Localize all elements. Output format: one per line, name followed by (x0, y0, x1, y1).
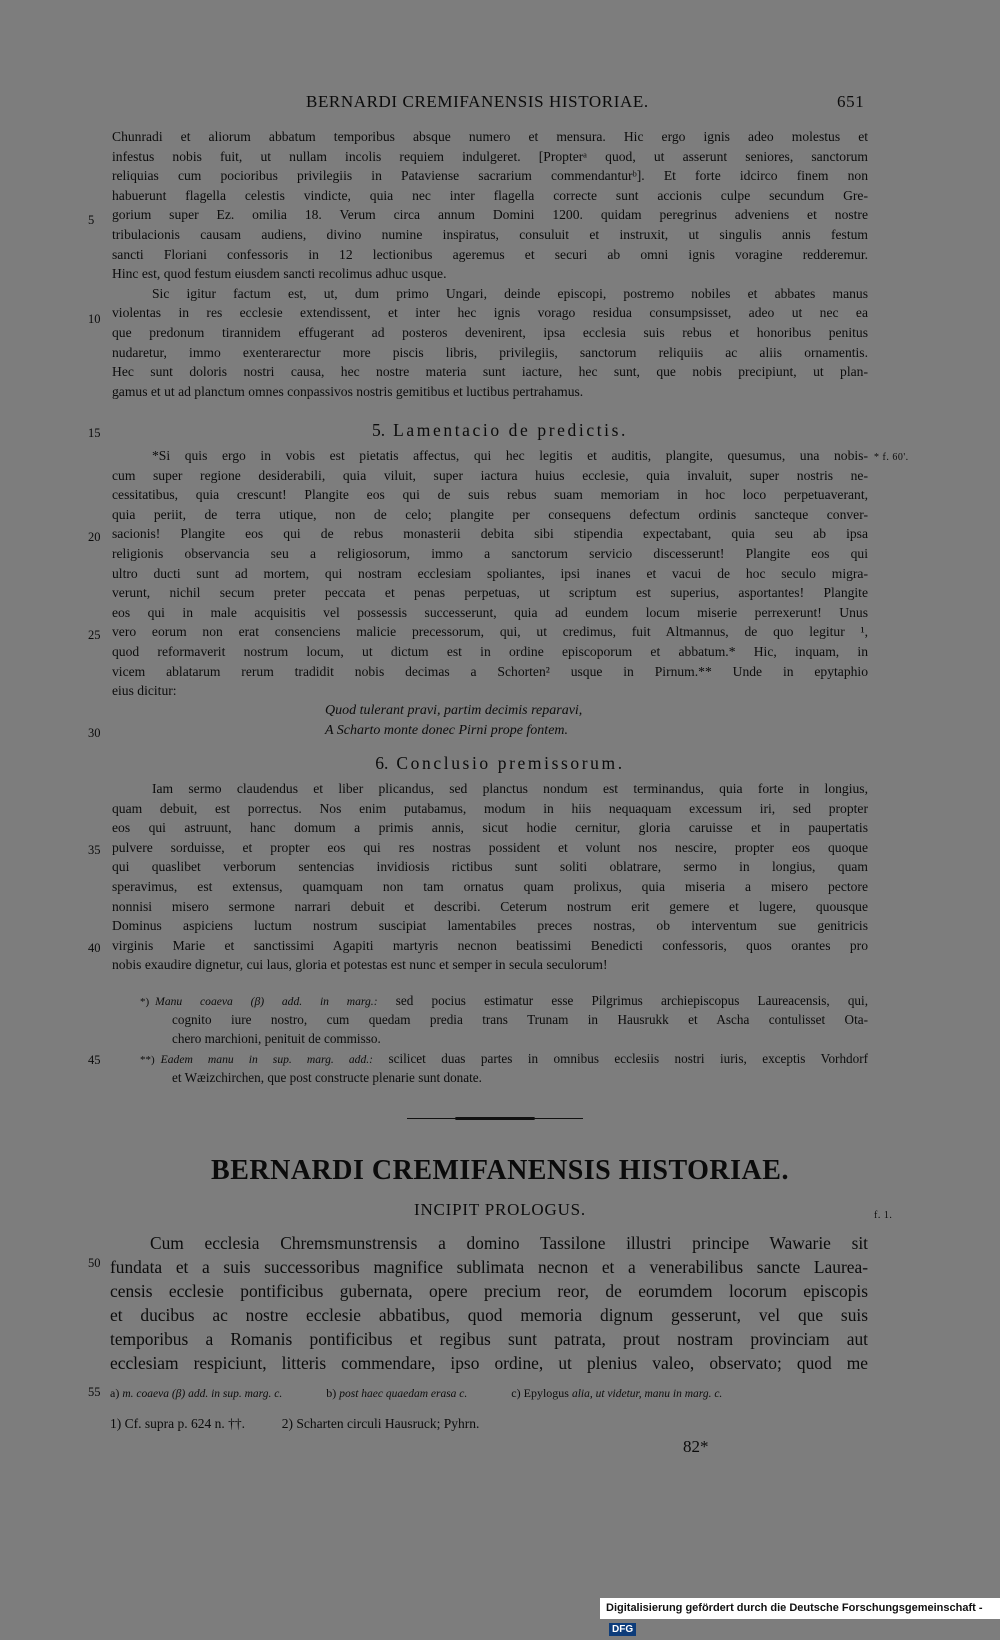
section-divider (407, 1117, 583, 1120)
section-title: Lamentacio de predictis. (393, 420, 629, 440)
text-line: verunt, nichil secum preter peccata et penas perpetuas, ut scriptum est superius, asportantes! Plangite (112, 585, 868, 601)
line-number: 35 (88, 843, 101, 857)
text-line: habuerunt flagella celestis vindicte, quia nec inter flagella correcte sunt accionis culpe secundum Gre- (112, 187, 868, 203)
line-number: 5 (88, 213, 95, 227)
editorial-notes (110, 1414, 868, 1434)
line-number: 25 (88, 628, 101, 642)
text-line: cum super regione desiderabili, quia viluit, super iactura huius ecclesie, quia invaluit, super nostris ne- (112, 467, 868, 483)
footnote-text: et Wæizchirchen, que post constructe plenarie sunt donate. (172, 1070, 482, 1085)
epitaph-verse (325, 701, 582, 740)
footnote-text: cognito iure nostro, cum quedam predia trans Trunam in Hausrukk et Ascha contulisset Ota- (172, 1012, 868, 1027)
text-line: nudaretur, immo exenterarectur more piscis libris, privilegiis, sanctorum reliquiis ac aliis ornamentis. (112, 344, 868, 360)
text-line: nonnisi misero sermone narrari debuit et describi. Ceterum nostrum erit gemere et lugere, quousque (112, 898, 868, 914)
text-line: Hinc est, quod festum eiusdem sancti recolimus adhuc usque. (112, 266, 447, 282)
digitization-footer (600, 1598, 1000, 1635)
text-line: eos qui astruunt, hanc domum a primis annis, sicut hodie cernitur, gloria caruisse et in paupertatis (112, 820, 868, 836)
text-line: que predonum tirannidem effugerant ad posteros devenirent, ipsa ecclesia suis rebus et honoribus penitus (112, 324, 868, 340)
apparatus-text: post haec quaedam erasa c. (339, 1388, 468, 1400)
margin-folio-note: * f. 60'. (874, 452, 909, 463)
section-title: Conclusio premissorum. (396, 753, 625, 773)
text-line: temporibus a Romanis pontificibus et regibus sunt patrata, prout nostram provinciam aut (110, 1329, 868, 1349)
text-line: vicem ablatarum rerum tradidit nobis decimas a Schorten² usque in Pirnum.** Unde in epytaphio (112, 663, 868, 679)
text-line: ecclesiam respiciunt, litteris commendare, ipso ordine, ut plenius valeo, observato; quod me (110, 1353, 868, 1373)
line-number: 20 (88, 530, 101, 544)
text-line: Chunradi et aliorum abbatum temporibus absque numero et mensura. Hic ergo ignis adeo molestus et (112, 129, 868, 144)
footnote-source: Eadem manu in sup. marg. add.: (160, 1053, 374, 1066)
running-head (0, 92, 1000, 116)
apparatus-text: alia, ut videtur, manu in marg. c. (571, 1388, 723, 1400)
footnote-mark: *) (140, 996, 150, 1008)
line-number: 30 (88, 726, 101, 740)
text-line: qui quaslibet verborum sentencias invidiosis rictibus sunt soliti oblatrare, sermo in longius, quam (112, 859, 868, 875)
signature-mark: 82* (683, 1437, 709, 1456)
text-line: violentas in res ecclesie extendissent, et inter hec ignis vorago residua consumpsisset, adeo ut nec ea (112, 305, 868, 321)
text-line: tribulacionis causam audiens, divino numine inspiratus, consuluit et instruxit, ut singulis annis festum (112, 226, 868, 242)
text-line: reliquias cum pocioribus privilegiis in Pataviense sacrarium commendanturᵇ]. Et forte idcirco finem non (112, 168, 868, 184)
text-line: gorium super Ez. omilia 18. Verum circa annum Domini 1200. quidam peregrinus adveniens et nostre (112, 207, 868, 223)
text-line: sacionis! Plangite eos qui de rebus monasterii debita sibi stipendia expectabant, quia seu ab ipsa (112, 526, 868, 542)
apparatus-lemma: Epylogus (523, 1386, 569, 1400)
verse-line: A Scharto monte donec Pirni prope fontem. (325, 722, 569, 738)
text-line: eos qui in male acquisitis vel possessis successerunt, quia ad eundem locum miserie perrexerunt! Unus (112, 604, 868, 620)
text-line: Hec sunt doloris nostri causa, hec nostre materia sunt iacture, hec sunt, que nobis precipiunt, ut plan- (112, 364, 868, 380)
text-line: religionis observancia seu a religiosorum, immo a sanctorum servicio discesserunt! Plangite eos qui (112, 545, 868, 561)
text-line: pulvere sorduisse, et propter eos qui res nostras possident et volunt nos nescire, propter eos quoque (112, 839, 868, 855)
text-line: Iam sermo claudendus et liber plicandus, sed planctus nondum est terminandus, quia forte in longius, (152, 781, 868, 796)
text-line: speravimus, est extensus, quamquam non tam ornatus quam prolixus, quia miseria a misero pectore (112, 878, 868, 894)
footnote-mark: **) (140, 1054, 155, 1066)
apparatus-label: c) (511, 1386, 521, 1400)
footnote-star (140, 991, 868, 1048)
text-line: sancti Floriani confessoris in 12 lectionibus ageremus et securi ab omni ignis voragine redderemur. (112, 246, 868, 262)
apparatus-label: a) (110, 1386, 120, 1400)
text-line: eius dicitur: (112, 683, 177, 699)
text-line: nobis exaudire dignetur, cui laus, gloria et potestas est nunc et semper in secula seculorum! (112, 957, 608, 973)
text-line: quam debuit, est porrectus. Nos enim putabamus, modum in hiis nequaquam excessum iri, sed propter (112, 800, 868, 816)
text-block-1 (112, 127, 868, 401)
running-head-title: BERNARDI CREMIFANENSIS HISTORIAE. (306, 92, 649, 111)
footnote-source: Manu coaeva (β) add. in marg.: (155, 995, 378, 1008)
dfg-logo: DFG (609, 1623, 636, 1636)
text-line: gamus et ut ad planctum omnes conpassivos nostris gemitibus et luctibus pertrahamus. (112, 383, 584, 399)
text-line: fundata et a suis successoribus magnifice sublimata necnon et a venerabilibus sancte Laurea- (110, 1257, 868, 1277)
line-number: 40 (88, 941, 101, 955)
work-title: BERNARDI CREMIFANENSIS HISTORIAE. (211, 1155, 789, 1186)
text-line: quod reformaverit nostrum locum, ut dictum est in ordine episcoporum et abbatum.* Hic, inquam, in (112, 643, 868, 659)
footnote-text: sed pocius estimatur esse Pilgrimus archiepiscopus Laureacensis, qui, (395, 993, 868, 1008)
text-line: infestus nobis fuit, ut nullam incolis requiem indulgeret. [Propterᵃ quod, ut asserunt seniores, sanctorum (112, 148, 868, 164)
note-1: 1) Cf. supra p. 624 n. ††. (110, 1416, 245, 1431)
line-number: 15 (88, 426, 101, 440)
section-heading-6 (0, 753, 1000, 774)
footnote-text: chero marchioni, penituit de commisso. (172, 1031, 381, 1046)
section-heading-5 (0, 420, 1000, 441)
text-line: et ducibus ac nostre ecclesie abbatibus, quod memoria dignum gesserunt, vel que suis (110, 1305, 868, 1325)
note-2: 2) Scharten circuli Hausruck; Pyhrn. (281, 1416, 480, 1431)
text-line: cessitatibus, quia crescunt! Plangite eos qui de suis rebus suam memoriam in hoc loco perpetuaverant, (112, 487, 868, 503)
text-line: Sic igitur factum est, ut, dum primo Ungari, deinde episcopi, postremo nobiles et abbates manus (152, 285, 868, 301)
critical-apparatus (110, 1383, 868, 1403)
footnote-text: scilicet duas partes in omnibus ecclesiis nostri iuris, exceptis Vorhdorf (388, 1051, 869, 1066)
page-number: 651 (837, 92, 865, 111)
text-line: *Si quis ergo in vobis est pietatis affectus, qui hec legitis et auditis, plangite, quesumus, una nobis- (152, 448, 868, 463)
section-number: 6. (375, 753, 389, 773)
line-number: 50 (88, 1256, 101, 1270)
verse-line: Quod tulerant pravi, partim decimis reparavi, (325, 703, 583, 718)
footnote-double-star (140, 1049, 868, 1087)
line-number: 45 (88, 1053, 101, 1067)
line-number: 10 (88, 312, 101, 326)
text-line: Cum ecclesia Chremsmunstrensis a domino Tassilone illustri principe Wawarie sit (150, 1233, 868, 1253)
text-line: ultro ducti sunt ad mortem, qui nostram ecclesiam spoliantes, ipsi inanes et vacui de hoc seculo migra- (112, 565, 868, 581)
text-line: vero eorum non erat consenciens malicie precessorum, qui, ut credimus, fuit Altmannus, de quo legitur ¹, (112, 624, 868, 640)
prologue-title: INCIPIT PROLOGUS. (414, 1200, 586, 1219)
prologue-text (110, 1231, 868, 1375)
line-number: 55 (88, 1385, 101, 1399)
section-number: 5. (371, 420, 386, 440)
text-line: censis ecclesie pontificibus gubernata, opere precium reor, de eorumdem locorum episcopis (110, 1281, 868, 1301)
apparatus-text: m. coaeva (β) add. in sup. marg. c. (122, 1388, 283, 1400)
margin-folio-note: f. 1. (874, 1210, 893, 1221)
text-line: quia periit, de terra utique, non de celo; plangite per consequens defectum ordinis sancteque conver- (112, 506, 868, 522)
text-block-2 (112, 446, 868, 701)
text-block-3 (112, 779, 868, 975)
footer-text: Digitalisierung gefördert durch die Deutsche Forschungsgemeinschaft - (606, 1602, 983, 1614)
text-line: virginis Marie et sanctissimi Agapiti martyris necnon beatissimi Benedicti confessoris, quos orantes pro (112, 937, 868, 953)
apparatus-label: b) (326, 1386, 337, 1400)
text-line: Dominus aspiciens luctum nostrum suscipiat lamentabiles preces nostras, ob interventum sue genitricis (112, 918, 868, 934)
